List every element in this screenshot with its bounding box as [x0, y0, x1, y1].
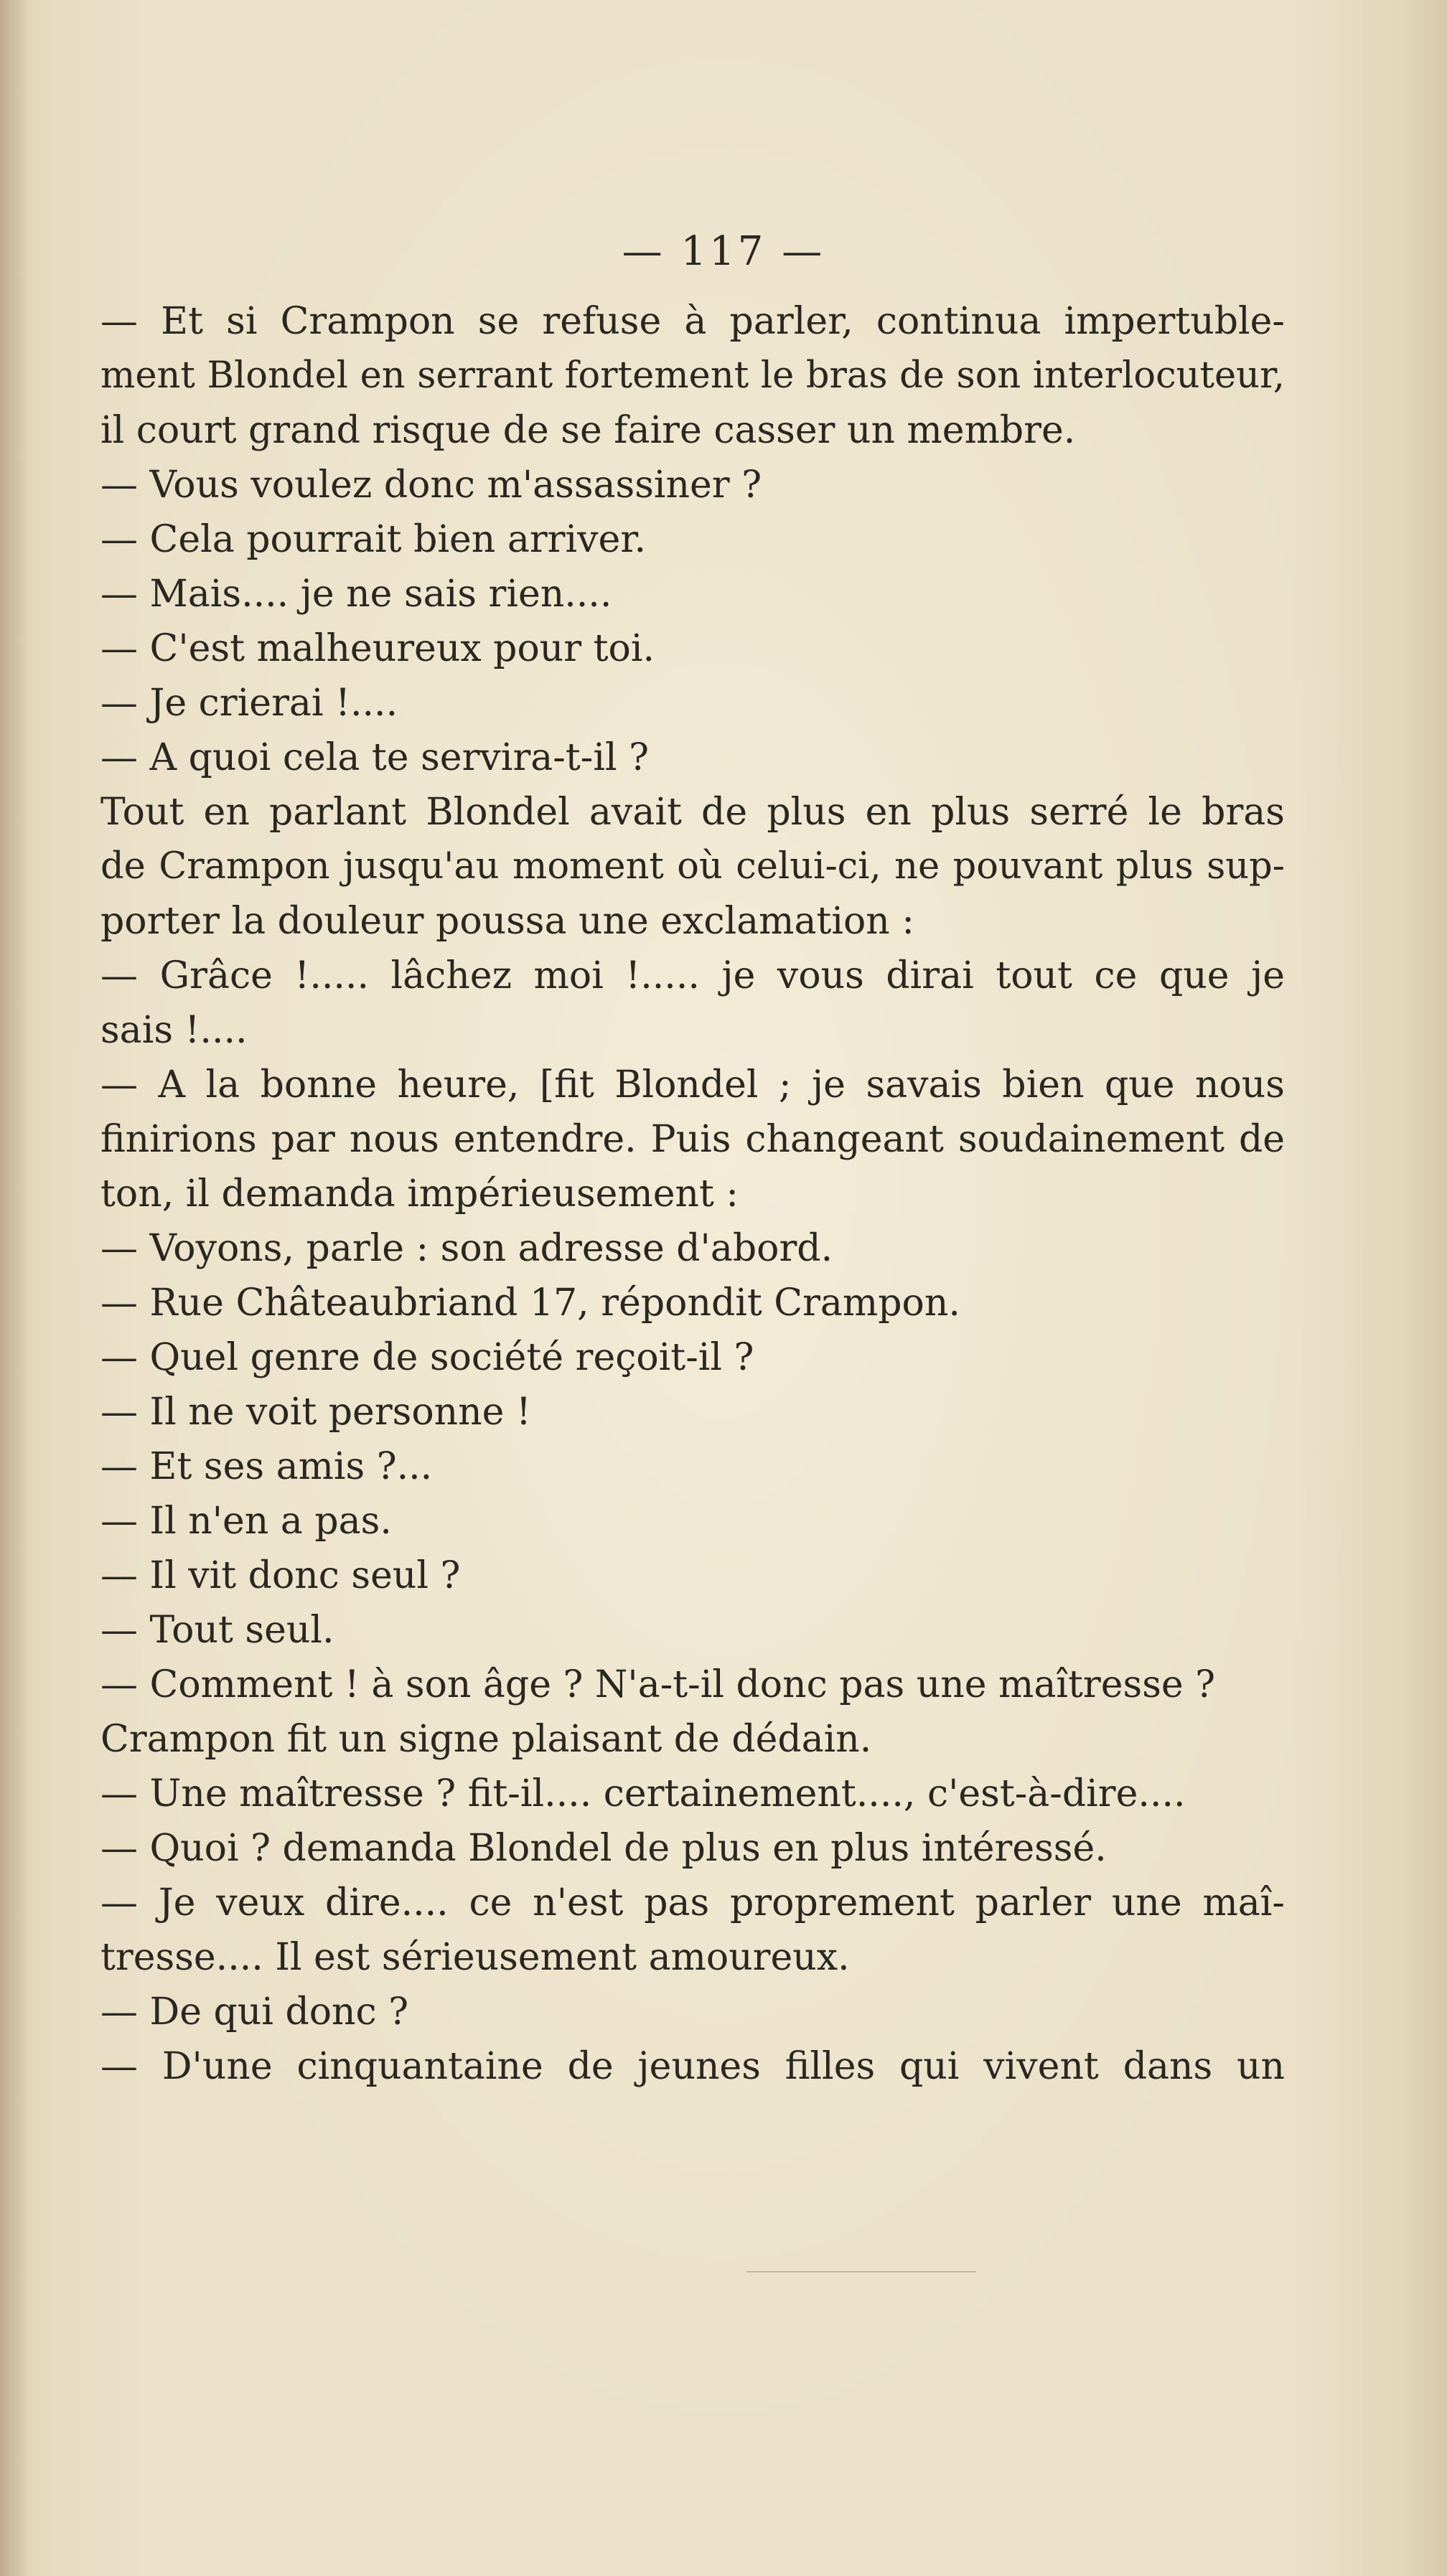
text-line: de Crampon jusqu'au moment où celui-ci, ne pouvant plus sup-	[100, 845, 1285, 888]
text-line: tresse.... Il est sérieusement amoureux.	[100, 1936, 850, 1979]
text-line: — Il n'en a pas.	[100, 1500, 392, 1543]
text-line: — Comment ! à son âge ? N'a-t-il donc pas une maîtresse ?	[100, 1663, 1216, 1706]
text-line: — Et ses amis ?...	[100, 1445, 433, 1488]
text-line: — Voyons, parle : son adresse d'abord.	[100, 1227, 833, 1270]
text-line: ment Blondel en serrant fortement le bras de son interlocuteur,	[100, 354, 1285, 397]
spine-shadow	[0, 0, 29, 2576]
text-line: ton, il demanda impérieusement :	[100, 1172, 739, 1216]
text-line: — Cela pourrait bien arriver.	[100, 518, 646, 561]
text-line: — Rue Châteaubriand 17, répondit Crampon.	[100, 1282, 960, 1325]
text-line: — Quel genre de société reçoit-il ?	[100, 1336, 754, 1379]
text-line: — Une maîtresse ? fit-il.... certainement...., c'est-à-dire....	[100, 1772, 1186, 1815]
text-line: — Je veux dire.... ce n'est pas proprement parler une maî-	[100, 1881, 1285, 1924]
text-line: — Et si Crampon se refuse à parler, continua impertuble-	[100, 300, 1285, 343]
body-text	[100, 294, 1285, 2094]
text-line: — Vous voulez donc m'assassiner ?	[100, 464, 762, 507]
text-line: — De qui donc ?	[100, 1990, 409, 2034]
text-line: — Grâce !..... lâchez moi !..... je vous dirai tout ce que je	[100, 954, 1285, 997]
text-line: il court grand risque de se faire casser un membre.	[100, 409, 1076, 452]
text-line: Crampon fit un signe plaisant de dédain.	[100, 1718, 872, 1761]
page-number: — 117 —	[622, 228, 825, 275]
text-line: — Quoi ? demanda Blondel de plus en plus intéressé.	[100, 1827, 1107, 1870]
text-line: — A la bonne heure, [fit Blondel ; je savais bien que nous	[100, 1063, 1285, 1106]
footer-rule	[746, 2271, 976, 2272]
text-line: finirions par nous entendre. Puis changeant soudainement de	[100, 1118, 1285, 1161]
text-line: — Mais.... je ne sais rien....	[100, 573, 612, 616]
text-line: — Il vit donc seul ?	[100, 1554, 461, 1597]
text-line: — Il ne voit personne !	[100, 1391, 531, 1434]
text-line: — C'est malheureux pour toi.	[100, 627, 655, 670]
text-line: — Je crierai !....	[100, 682, 398, 725]
text-line: Tout en parlant Blondel avait de plus en plus serré le bras	[100, 791, 1285, 834]
text-line: — A quoi cela te servira-t-il ?	[100, 736, 650, 779]
text-line: — D'une cinquantaine de jeunes filles qui vivent dans un	[100, 2045, 1285, 2088]
text-line: porter la douleur poussa une exclamation :	[100, 900, 914, 943]
text-line: sais !....	[100, 1009, 248, 1052]
text-line: — Tout seul.	[100, 1609, 334, 1652]
